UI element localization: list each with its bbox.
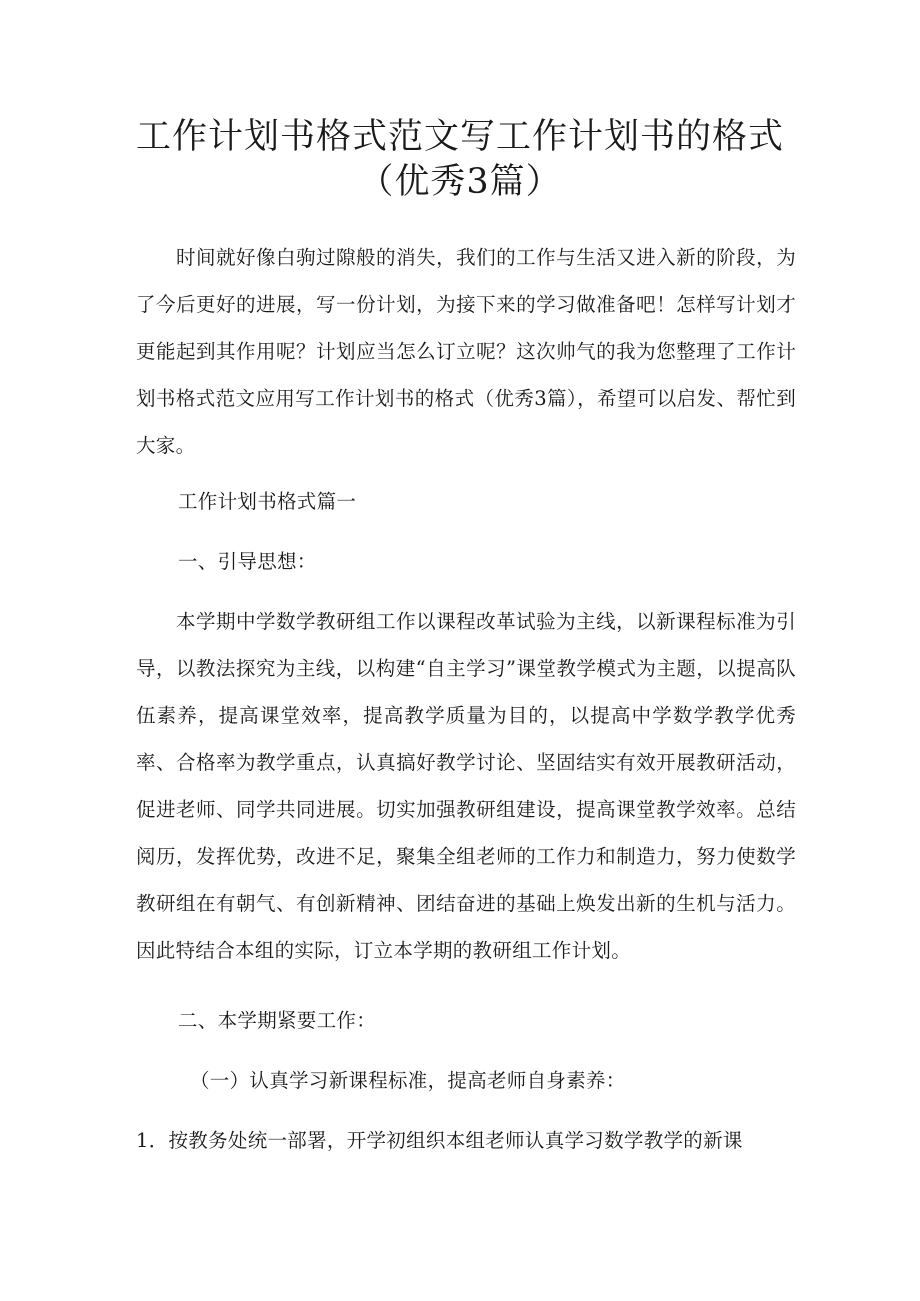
main-work-heading: 二、本学期紧要工作： bbox=[178, 1009, 377, 1032]
guide-heading: 一、引导思想： bbox=[178, 550, 317, 573]
document-title-line2: （优秀3篇） bbox=[358, 162, 562, 202]
item1-paragraph: 1．按教务处统一部署，开学初组织本组老师认真学习数学教学的新课 bbox=[136, 1129, 743, 1152]
intro-paragraph: 时间就好像白驹过隙般的消失，我们的工作与生活又进入新的阶段，为了今后更好的进展，写一份计划，为接下来的学习做准备吧！怎样写计划才更能起到其作用呢？计划应当怎么订立呢？这次帅气的我为您整理了工作计划书格式范文应用写工作计划书的格式（优秀3篇），希望可以启发、帮忙到大家。 bbox=[136, 246, 796, 457]
section1-heading: 工作计划书格式篇一 bbox=[178, 490, 357, 513]
document-title-line1: 工作计划书格式范文写工作计划书的格式 bbox=[135, 117, 784, 157]
guide-paragraph: 本学期中学数学教研组工作以课程改革试验为主线，以新课程标准为引导，以教法探究为主线，以构建“自主学习”课堂教学模式为主题，以提高队伍素养，提高课堂效率，提高教学质量为目的，以提高中学数学教学优秀率、合格率为教学重点，认真搞好教学讨论、坚固结实有效开展教研活动，促进老师、同学共同进展。切实加强教研组建设，提高课堂教学效率。总结阅历，发挥优势，改进不足，聚集全组老师的工作力和制造力，努力使数学教研组在有朝气、有创新精神、团结奋进的基础上焕发出新的生机与活力。因此特结合本组的实际，订立本学期的教研组工作计划。 bbox=[136, 610, 796, 962]
subsection1-heading: （一）认真学习新课程标准，提高老师自身素养： bbox=[190, 1069, 626, 1092]
